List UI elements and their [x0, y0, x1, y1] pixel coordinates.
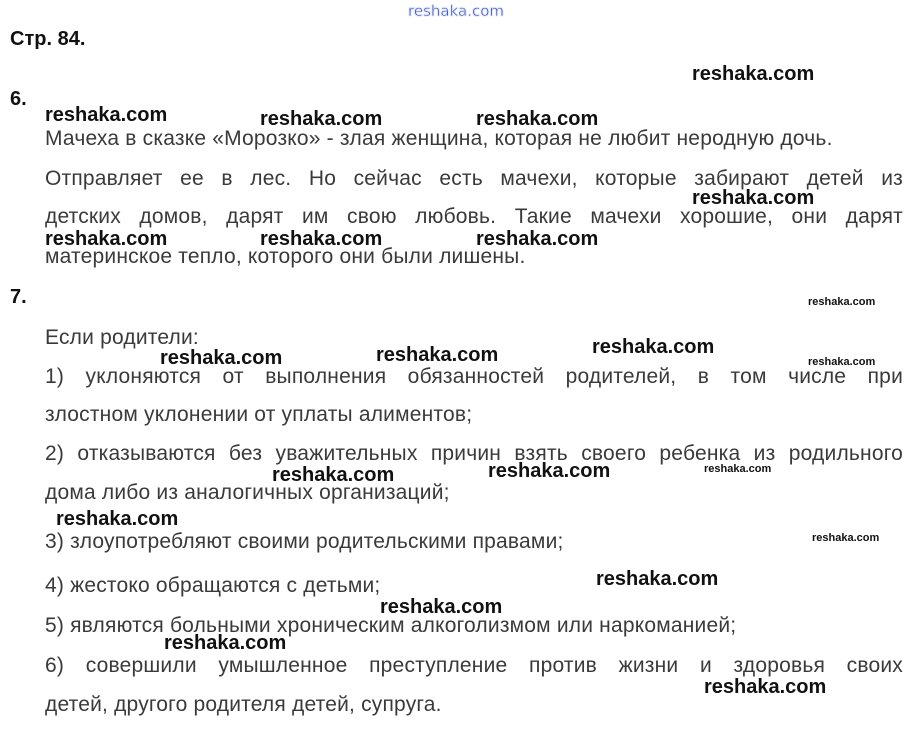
watermark: reshaka.com: [376, 344, 499, 366]
task-7-item-2-line-2: дома либо из аналогичных организаций;: [45, 481, 450, 504]
task-6-line-3: детских домов, дарят им свою любовь. Такие мачехи хорошие, они дарят: [45, 205, 903, 228]
watermark: reshaka.com: [56, 508, 179, 530]
task-7-item-1-line-1: 1) уклоняются от выполнения обязанностей родителей, в том числе при: [45, 365, 903, 388]
watermark: reshaka.com: [260, 228, 383, 250]
watermark-small: reshaka.com: [812, 532, 880, 544]
task-6-line-2: Отправляет ее в лес. Но сейчас есть мачехи, которые забирают детей из: [45, 167, 903, 190]
watermark: reshaka.com: [596, 568, 719, 590]
watermark: reshaka.com: [488, 460, 611, 482]
watermark: reshaka.com: [380, 596, 503, 618]
watermark: reshaka.com: [45, 104, 168, 126]
task-7-item-6-line-2: детей, другого родителя детей, супруга.: [45, 693, 442, 716]
watermark-small: reshaka.com: [808, 356, 876, 368]
task-6-number: 6.: [10, 88, 27, 110]
watermark-small: reshaka.com: [808, 296, 876, 308]
watermark: reshaka.com: [260, 108, 383, 130]
watermark: reshaka.com: [704, 676, 827, 698]
task-7-number: 7.: [10, 286, 27, 308]
watermark: reshaka.com: [476, 108, 599, 130]
watermark: reshaka.com: [160, 347, 283, 369]
watermark: reshaka.com: [272, 464, 395, 486]
watermark: reshaka.com: [592, 336, 715, 358]
task-7-intro: Если родители:: [45, 326, 199, 349]
task-6-line-4: материнское тепло, которого они были лишены.: [45, 245, 526, 268]
watermark: reshaka.com: [45, 228, 168, 250]
page-title: Стр. 84.: [10, 28, 86, 50]
watermark: reshaka.com: [692, 187, 815, 209]
task-7-item-3: 3) злоупотребляют своими родительскими правами;: [45, 530, 564, 553]
task-7-item-4: 4) жестоко обращаются с детьми;: [45, 574, 381, 597]
watermark: reshaka.com: [476, 228, 599, 250]
task-6-line-1: Мачеха в сказке «Морозко» - злая женщина, которая не любит неродную дочь.: [45, 127, 833, 150]
watermark-small: reshaka.com: [704, 463, 772, 475]
site-watermark-top: reshaka.com: [408, 2, 504, 20]
task-7-item-1-line-2: злостном уклонении от уплаты алиментов;: [45, 403, 473, 426]
task-7-item-5: 5) являются больными хроническим алкоголизмом или наркоманией;: [45, 614, 737, 637]
task-7-item-6-line-1: 6) совершили умышленное преступление против жизни и здоровья своих: [45, 654, 903, 677]
watermark: reshaka.com: [164, 632, 287, 654]
task-7-item-2-line-1: 2) отказываются без уважительных причин взять своего ребенка из родильного: [45, 442, 903, 465]
watermark: reshaka.com: [692, 63, 815, 85]
